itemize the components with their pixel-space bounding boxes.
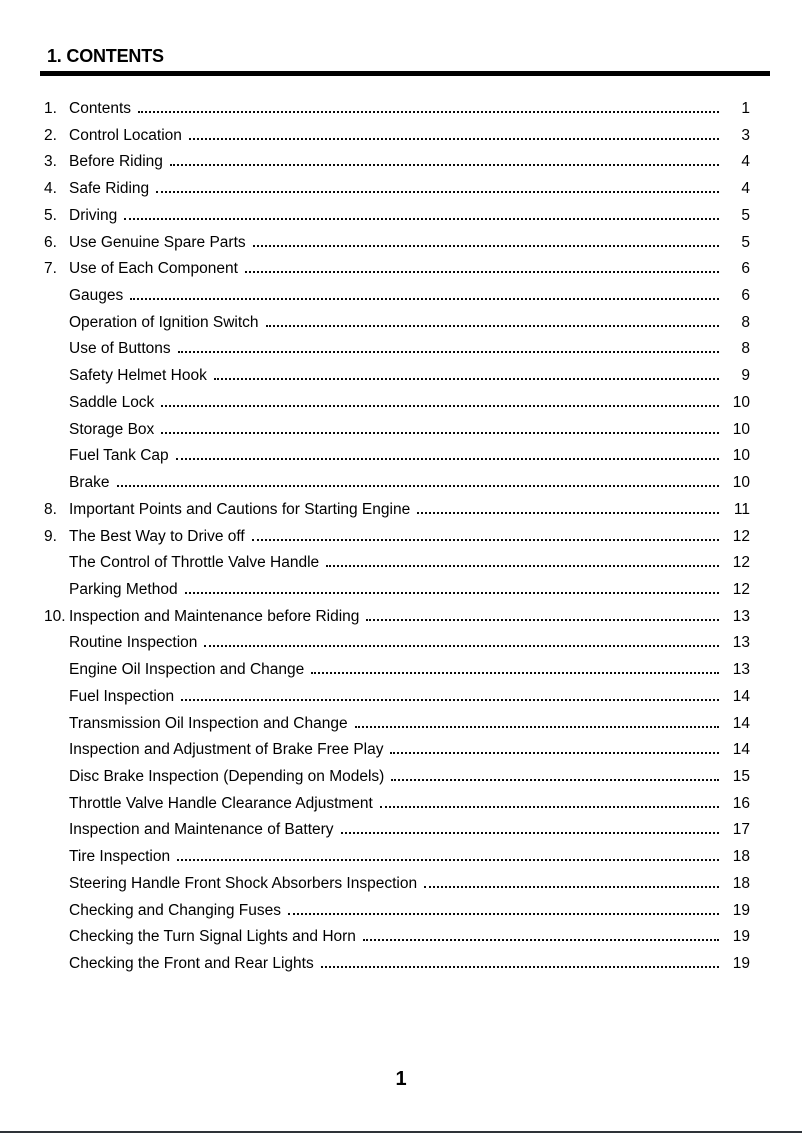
toc-entry-number: 10. — [44, 607, 66, 625]
toc-entry-title: Inspection and Maintenance of Battery — [69, 821, 334, 839]
toc-entry-title: Fuel Inspection — [69, 687, 175, 705]
toc-list — [44, 96, 750, 978]
toc-entry-page: 6 — [741, 260, 750, 278]
toc-row — [44, 310, 750, 337]
toc-entry-page: 5 — [741, 206, 750, 224]
dot-leader — [366, 619, 719, 621]
toc-entry-title: Important Points and Cautions for Starting Engine — [69, 500, 411, 518]
toc-entry-page: 10 — [732, 393, 750, 411]
toc-entry-page: 12 — [732, 554, 750, 572]
dot-leader — [253, 245, 719, 247]
toc-entry-title: Checking the Front and Rear Lights — [69, 955, 314, 972]
dot-leader — [138, 111, 719, 113]
footer-rule — [0, 1131, 802, 1133]
toc-row — [44, 550, 750, 577]
toc-entry-number: 3. — [44, 153, 57, 171]
toc-row — [44, 577, 750, 604]
toc-entry-page: 6 — [741, 287, 750, 305]
toc-row — [44, 657, 750, 684]
toc-entry-title: The Control of Throttle Valve Handle — [69, 554, 320, 572]
toc-entry-page: 4 — [741, 180, 750, 198]
toc-row — [44, 604, 750, 631]
toc-entry-page: 8 — [741, 340, 750, 358]
toc-entry-page: 8 — [741, 313, 750, 331]
toc-entry-page: 16 — [732, 794, 750, 812]
dot-leader — [156, 191, 719, 193]
toc-entry-title: Transmission Oil Inspection and Change — [69, 714, 348, 732]
toc-row — [44, 817, 750, 844]
toc-row — [44, 230, 750, 257]
toc-row — [44, 711, 750, 738]
toc-entry-page: 10 — [732, 474, 750, 492]
toc-entry-title: Storage Box — [69, 420, 155, 438]
dot-leader — [130, 298, 719, 300]
toc-row — [44, 363, 750, 390]
dot-leader — [189, 138, 719, 140]
toc-entry-title: Checking and Changing Fuses — [69, 901, 281, 919]
toc-entry-number: 1. — [44, 100, 57, 117]
toc-row — [44, 737, 750, 764]
toc-row — [44, 256, 750, 283]
toc-row — [44, 417, 750, 444]
toc-entry-title: Inspection and Maintenance before Riding — [69, 607, 360, 625]
dot-leader — [391, 779, 719, 781]
toc-entry-title: Use Genuine Spare Parts — [69, 233, 246, 251]
dot-leader — [245, 271, 719, 273]
dot-leader — [124, 218, 719, 220]
toc-entry-title: Fuel Tank Cap — [69, 447, 169, 465]
dot-leader — [185, 592, 719, 594]
toc-entry-title: Checking the Turn Signal Lights and Horn — [69, 928, 356, 946]
toc-entry-page: 14 — [732, 741, 750, 759]
toc-entry-title: Use of Buttons — [69, 340, 171, 358]
toc-entry-page: 12 — [732, 580, 750, 598]
dot-leader — [177, 859, 719, 861]
toc-row — [44, 684, 750, 711]
toc-entry-page: 4 — [741, 153, 750, 171]
dot-leader — [355, 726, 719, 728]
toc-entry-page: 11 — [733, 500, 750, 518]
toc-entry-page: 14 — [732, 687, 750, 705]
toc-entry-number: 2. — [44, 126, 57, 144]
toc-row — [44, 497, 750, 524]
toc-entry-number: 6. — [44, 233, 57, 251]
toc-row — [44, 176, 750, 203]
toc-row — [44, 470, 750, 497]
toc-row — [44, 924, 750, 951]
dot-leader — [176, 458, 719, 460]
toc-entry-page: 18 — [732, 848, 750, 866]
toc-row — [44, 871, 750, 898]
page-title: 1. CONTENTS — [47, 46, 164, 66]
dot-leader — [341, 832, 719, 834]
toc-row — [44, 524, 750, 551]
toc-entry-title: Saddle Lock — [69, 393, 155, 411]
toc-entry-page: 15 — [732, 767, 750, 785]
toc-entry-page: 3 — [741, 126, 750, 144]
dot-leader — [117, 485, 720, 487]
toc-entry-title: Steering Handle Front Shock Absorbers Inspection — [69, 874, 418, 892]
toc-row — [44, 390, 750, 417]
page-number: 1 — [395, 1068, 407, 1090]
dot-leader — [326, 565, 719, 567]
toc-entry-page: 17 — [732, 821, 750, 839]
toc-entry-page: 12 — [732, 527, 750, 545]
toc-entry-title: Brake — [69, 474, 110, 492]
dot-leader — [311, 672, 719, 674]
toc-entry-title: Engine Oil Inspection and Change — [69, 661, 305, 679]
toc-entry-title: Control Location — [69, 126, 182, 144]
toc-entry-title: Disc Brake Inspection (Depending on Models) — [69, 767, 385, 785]
dot-leader — [178, 351, 719, 353]
toc-row — [44, 630, 750, 657]
toc-entry-number: 4. — [44, 180, 57, 198]
toc-entry-title: Driving — [69, 206, 118, 224]
toc-entry-title: Throttle Valve Handle Clearance Adjustment — [69, 794, 373, 812]
dot-leader — [161, 432, 719, 434]
dot-leader — [170, 164, 719, 166]
dot-leader — [321, 966, 719, 968]
dot-leader — [204, 645, 719, 647]
toc-entry-title: Tire Inspection — [69, 848, 171, 866]
toc-row — [44, 443, 750, 470]
toc-entry-number: 9. — [44, 527, 57, 545]
toc-entry-page: 19 — [732, 955, 750, 972]
dot-leader — [252, 539, 719, 541]
toc-entry-page: 19 — [732, 901, 750, 919]
toc-entry-page: 14 — [732, 714, 750, 732]
toc-entry-page: 13 — [732, 661, 750, 679]
toc-entry-title: Contents — [69, 100, 132, 117]
toc-row — [44, 283, 750, 310]
toc-row — [44, 149, 750, 176]
toc-entry-title: Safety Helmet Hook — [69, 367, 207, 385]
dot-leader — [380, 806, 719, 808]
toc-row — [44, 96, 750, 123]
dot-leader — [181, 699, 719, 701]
toc-entry-title: Operation of Ignition Switch — [69, 313, 259, 331]
toc-entry-page: 1 — [741, 100, 750, 117]
toc-row — [44, 764, 750, 791]
dot-leader — [214, 378, 719, 380]
toc-entry-title: Inspection and Adjustment of Brake Free Play — [69, 741, 384, 759]
dot-leader — [390, 752, 719, 754]
dot-leader — [288, 913, 719, 915]
toc-row — [44, 123, 750, 150]
toc-entry-number: 7. — [44, 260, 57, 278]
toc-entry-title: Use of Each Component — [69, 260, 238, 278]
toc-entry-page: 19 — [732, 928, 750, 946]
toc-entry-page: 5 — [741, 233, 750, 251]
toc-entry-page: 13 — [732, 607, 750, 625]
title-underline-rule — [40, 71, 770, 76]
toc-entry-title: Safe Riding — [69, 180, 150, 198]
toc-entry-title: The Best Way to Drive off — [69, 527, 245, 545]
toc-row — [44, 898, 750, 925]
toc-entry-page: 9 — [741, 367, 750, 385]
toc-entry-title: Routine Inspection — [69, 634, 198, 652]
toc-entry-title: Gauges — [69, 287, 124, 305]
dot-leader — [161, 405, 719, 407]
toc-entry-title: Parking Method — [69, 580, 178, 598]
toc-row — [44, 951, 750, 978]
toc-entry-page: 18 — [732, 874, 750, 892]
toc-row — [44, 791, 750, 818]
toc-entry-number: 5. — [44, 206, 57, 224]
toc-entry-page: 13 — [732, 634, 750, 652]
dot-leader — [266, 325, 719, 327]
dot-leader — [363, 939, 719, 941]
dot-leader — [417, 512, 719, 514]
toc-entry-title: Before Riding — [69, 153, 163, 171]
toc-row — [44, 336, 750, 363]
toc-entry-page: 10 — [732, 420, 750, 438]
toc-row — [44, 203, 750, 230]
toc-entry-page: 10 — [732, 447, 750, 465]
dot-leader — [424, 886, 719, 888]
toc-row — [44, 844, 750, 871]
toc-entry-number: 8. — [44, 500, 57, 518]
